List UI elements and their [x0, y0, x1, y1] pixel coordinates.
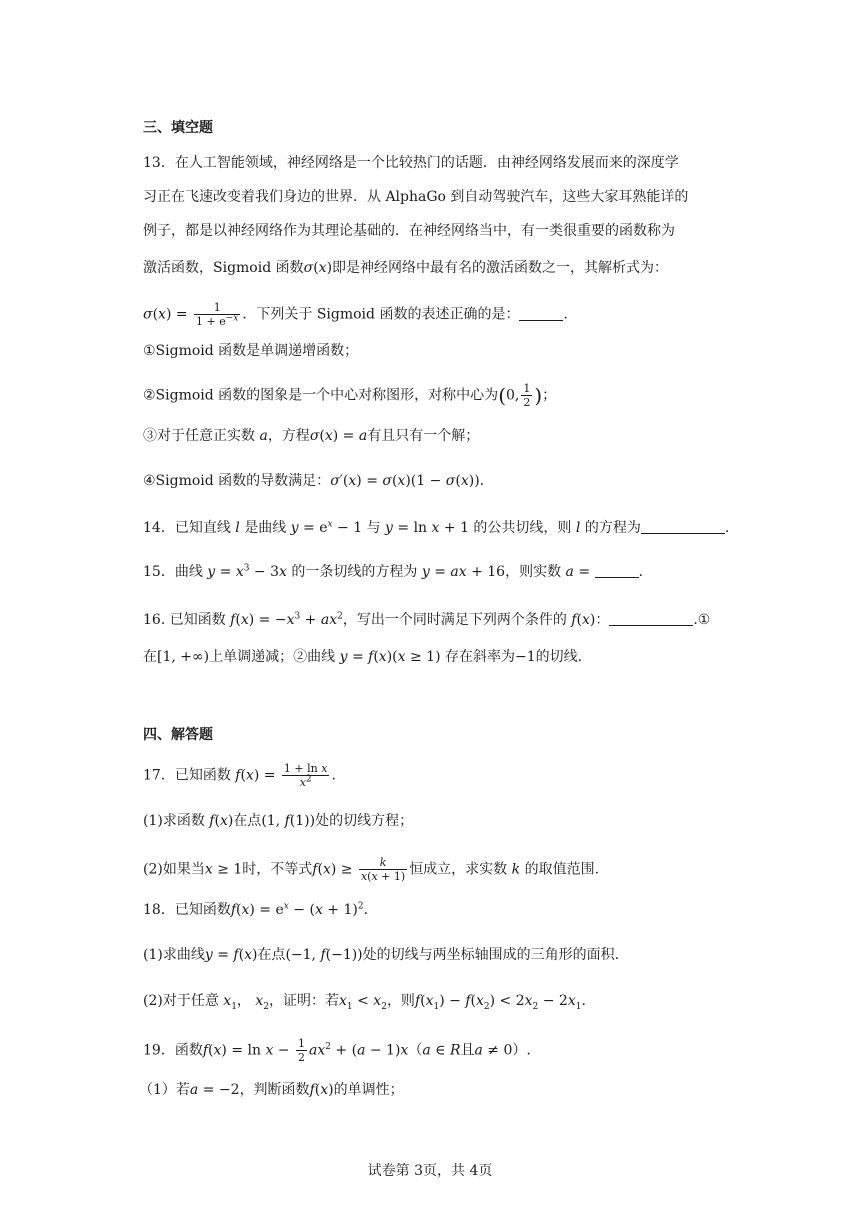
sigmoid-fraction: $\frac{1}{1 + e^{-x}}$: [196, 301, 239, 328]
q14: 14．已知直线 l 是曲线 $y = e^x - 1$ 与 y = ln x + 1 的公共切线，则 l 的方程为 .: [143, 519, 730, 536]
answer-blank: [519, 306, 563, 321]
q18-part-2: (2)对于任意 $x_1$， $x_2$，证明：若$x_1 < x_2$，则$f(x_1) - f(x_2) < 2x_2 - 2x_1$.: [143, 993, 586, 1012]
q13-line-3: 例子，都是以神经网络作为其理论基础的．在神经网络当中，有一类很重要的函数称为: [143, 223, 675, 239]
q13-line-4: 激活函数，Sigmoid 函数σ(x)即是神经网络中最有名的激活函数之一，其解析式为：: [143, 260, 669, 276]
answer-blank: [595, 563, 639, 578]
q16-line-1: 16. 已知函数 $f(x) = -x^3 + ax^2$，写出一个同时满足下列两个条件的 f(x)： .①: [143, 611, 711, 628]
answer-blank: [641, 519, 725, 534]
q13-line-1: 13．在人工智能领域，神经网络是一个比较热门的话题．由神经网络发展而来的深度学: [143, 155, 679, 171]
q17-part-1: (1)求函数 f(x)在点(1, f(1))处的切线方程；: [143, 813, 414, 829]
section-heading-answer: 四、解答题: [143, 727, 213, 743]
q13-line-2: 习正在飞速改变着我们身边的世界．从 AlphaGo 到自动驾驶汽车，这些大家耳熟能详的: [143, 189, 689, 205]
q16-line-2: 在[1, +∞)上单调递减；②曲线 y = f(x)(x ≥ 1) 存在斜率为−1的切线.: [143, 649, 583, 665]
q13-line-5: σ(x) = $\frac{1}{1 + e^{-x}}$ ．下列关于 Sigmoid 函数的表述正确的是： .: [143, 301, 568, 328]
page-footer: 试卷第 3页，共 4页: [367, 1163, 493, 1179]
q17: 17．已知函数 f(x) = $\frac{\text{1 + ln x}}{x^2}$ .: [143, 762, 336, 789]
q19-part-1: （1）若a = −2，判断函数f(x)的单调性；: [139, 1082, 404, 1098]
q13-option-3: ③对于任意正实数 a，方程σ(x) = a有且只有一个解；: [143, 428, 480, 444]
q13-option-2: ②Sigmoid 函数的图象是一个中心对称图形，对称中心为(0, $\frac{1}{2}$ )；: [143, 382, 557, 409]
answer-blank: [609, 611, 693, 626]
q18-part-1: (1)求曲线y = f(x)在点(−1, f(−1))处的切线与两坐标轴围成的三角形的面积.: [143, 947, 620, 963]
section-heading-fill-in: 三、填空题: [143, 120, 213, 136]
q13-option-4: ④Sigmoid 函数的导数满足：σ′(x) = σ(x)(1 − σ(x)).: [143, 473, 485, 489]
q18: 18．已知函数$f(x) = e^x - (x + 1)^2$.: [143, 901, 369, 918]
q17-part-2: (2)如果当x ≥ 1时，不等式f(x) ≥ $\frac{k}{x(x + 1)}$ 恒成立，求实数 k 的取值范围.: [143, 856, 600, 883]
q15: 15．曲线 $y = x^3 - 3x$ 的一条切线的方程为 y = ax + 16，则实数 a = .: [143, 563, 643, 580]
q19: 19．函数f(x) = ln x − $\frac{1}{2}$ $ax^2 + (a - 1)x(a$ ∈ R且a ≠ 0）.: [143, 1037, 531, 1064]
q13-option-1: ①Sigmoid 函数是单调递增函数；: [143, 343, 359, 359]
